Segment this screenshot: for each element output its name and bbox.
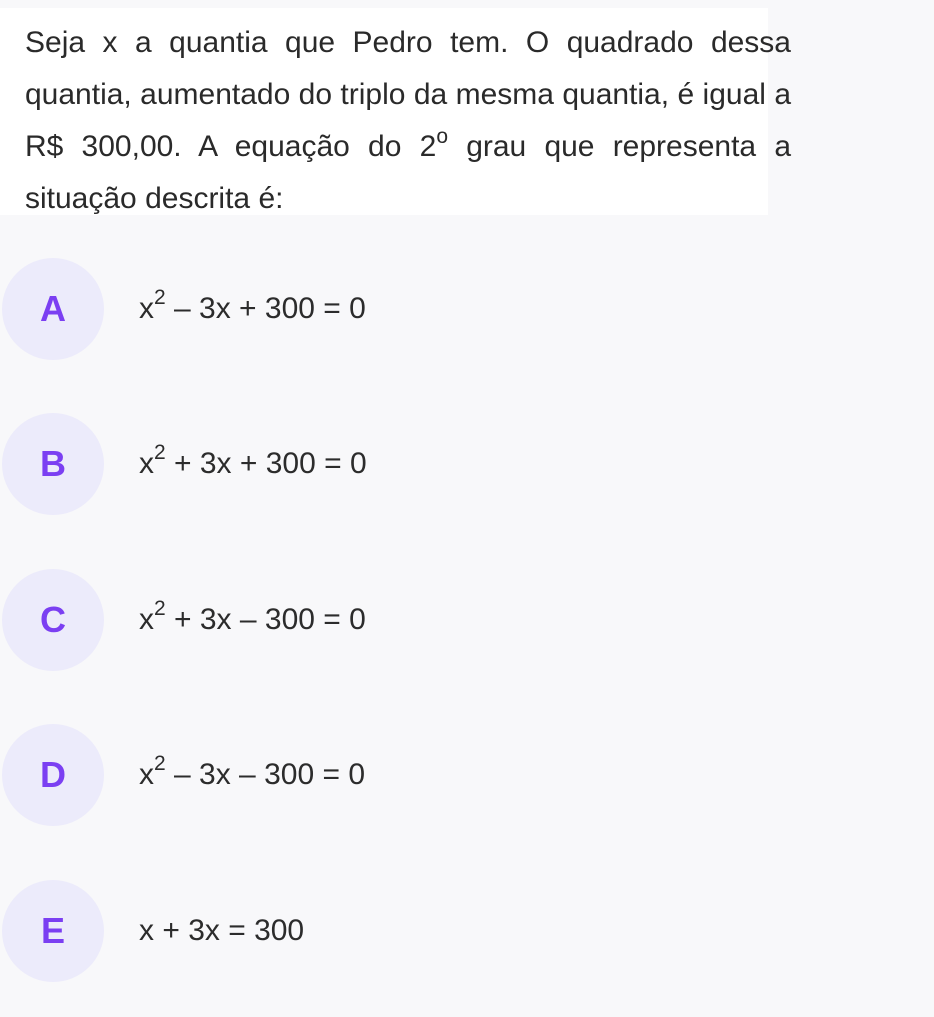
option-c-base: x xyxy=(139,603,154,636)
option-c-exponent: 2 xyxy=(154,597,166,620)
question-text xyxy=(25,17,791,225)
option-e-base: x + 3x = 300 xyxy=(139,914,305,947)
option-a-exponent: 2 xyxy=(154,286,166,309)
option-d-exponent: 2 xyxy=(154,752,166,775)
question-text-part2: grau que representa a situação descrita é: xyxy=(25,130,792,215)
option-e-letter: E xyxy=(40,910,65,951)
option-a-base: x xyxy=(139,292,154,325)
option-b-letter: B xyxy=(40,443,66,484)
option-b-badge[interactable] xyxy=(2,413,104,515)
option-b-equation[interactable] xyxy=(139,441,367,481)
option-d-base: x xyxy=(139,758,154,791)
option-a-letter: A xyxy=(40,288,66,329)
option-b-base: x xyxy=(139,447,154,480)
option-a-rest: – 3x + 300 = 0 xyxy=(165,292,366,325)
option-d[interactable] xyxy=(2,723,882,827)
option-e-badge[interactable] xyxy=(2,880,104,982)
option-a-equation[interactable] xyxy=(139,286,366,326)
option-e[interactable] xyxy=(2,879,882,983)
question-card xyxy=(0,8,792,215)
option-a-badge[interactable] xyxy=(2,258,104,360)
option-c[interactable] xyxy=(2,568,882,672)
option-d-equation[interactable] xyxy=(139,752,366,792)
degree-symbol: o xyxy=(436,125,448,148)
option-c-rest: + 3x – 300 = 0 xyxy=(165,603,366,636)
option-a[interactable] xyxy=(2,257,882,361)
option-b-exponent: 2 xyxy=(154,441,166,464)
option-d-rest: – 3x – 300 = 0 xyxy=(165,758,366,791)
option-c-badge[interactable] xyxy=(2,569,104,671)
option-c-equation[interactable] xyxy=(139,597,366,637)
option-c-letter: C xyxy=(40,599,66,640)
question-text-part1: Seja x a quantia que Pedro tem. O quadrado dessa quantia, aumentado do triplo da mesma quantia, é igual a R$ 300,00. A equação do xyxy=(25,26,791,163)
option-d-letter: D xyxy=(40,754,66,795)
degree-number: 2 xyxy=(419,130,437,163)
option-e-equation[interactable] xyxy=(139,914,304,948)
option-b-rest: + 3x + 300 = 0 xyxy=(165,447,367,480)
option-b[interactable] xyxy=(2,412,882,516)
option-d-badge[interactable] xyxy=(2,724,104,826)
